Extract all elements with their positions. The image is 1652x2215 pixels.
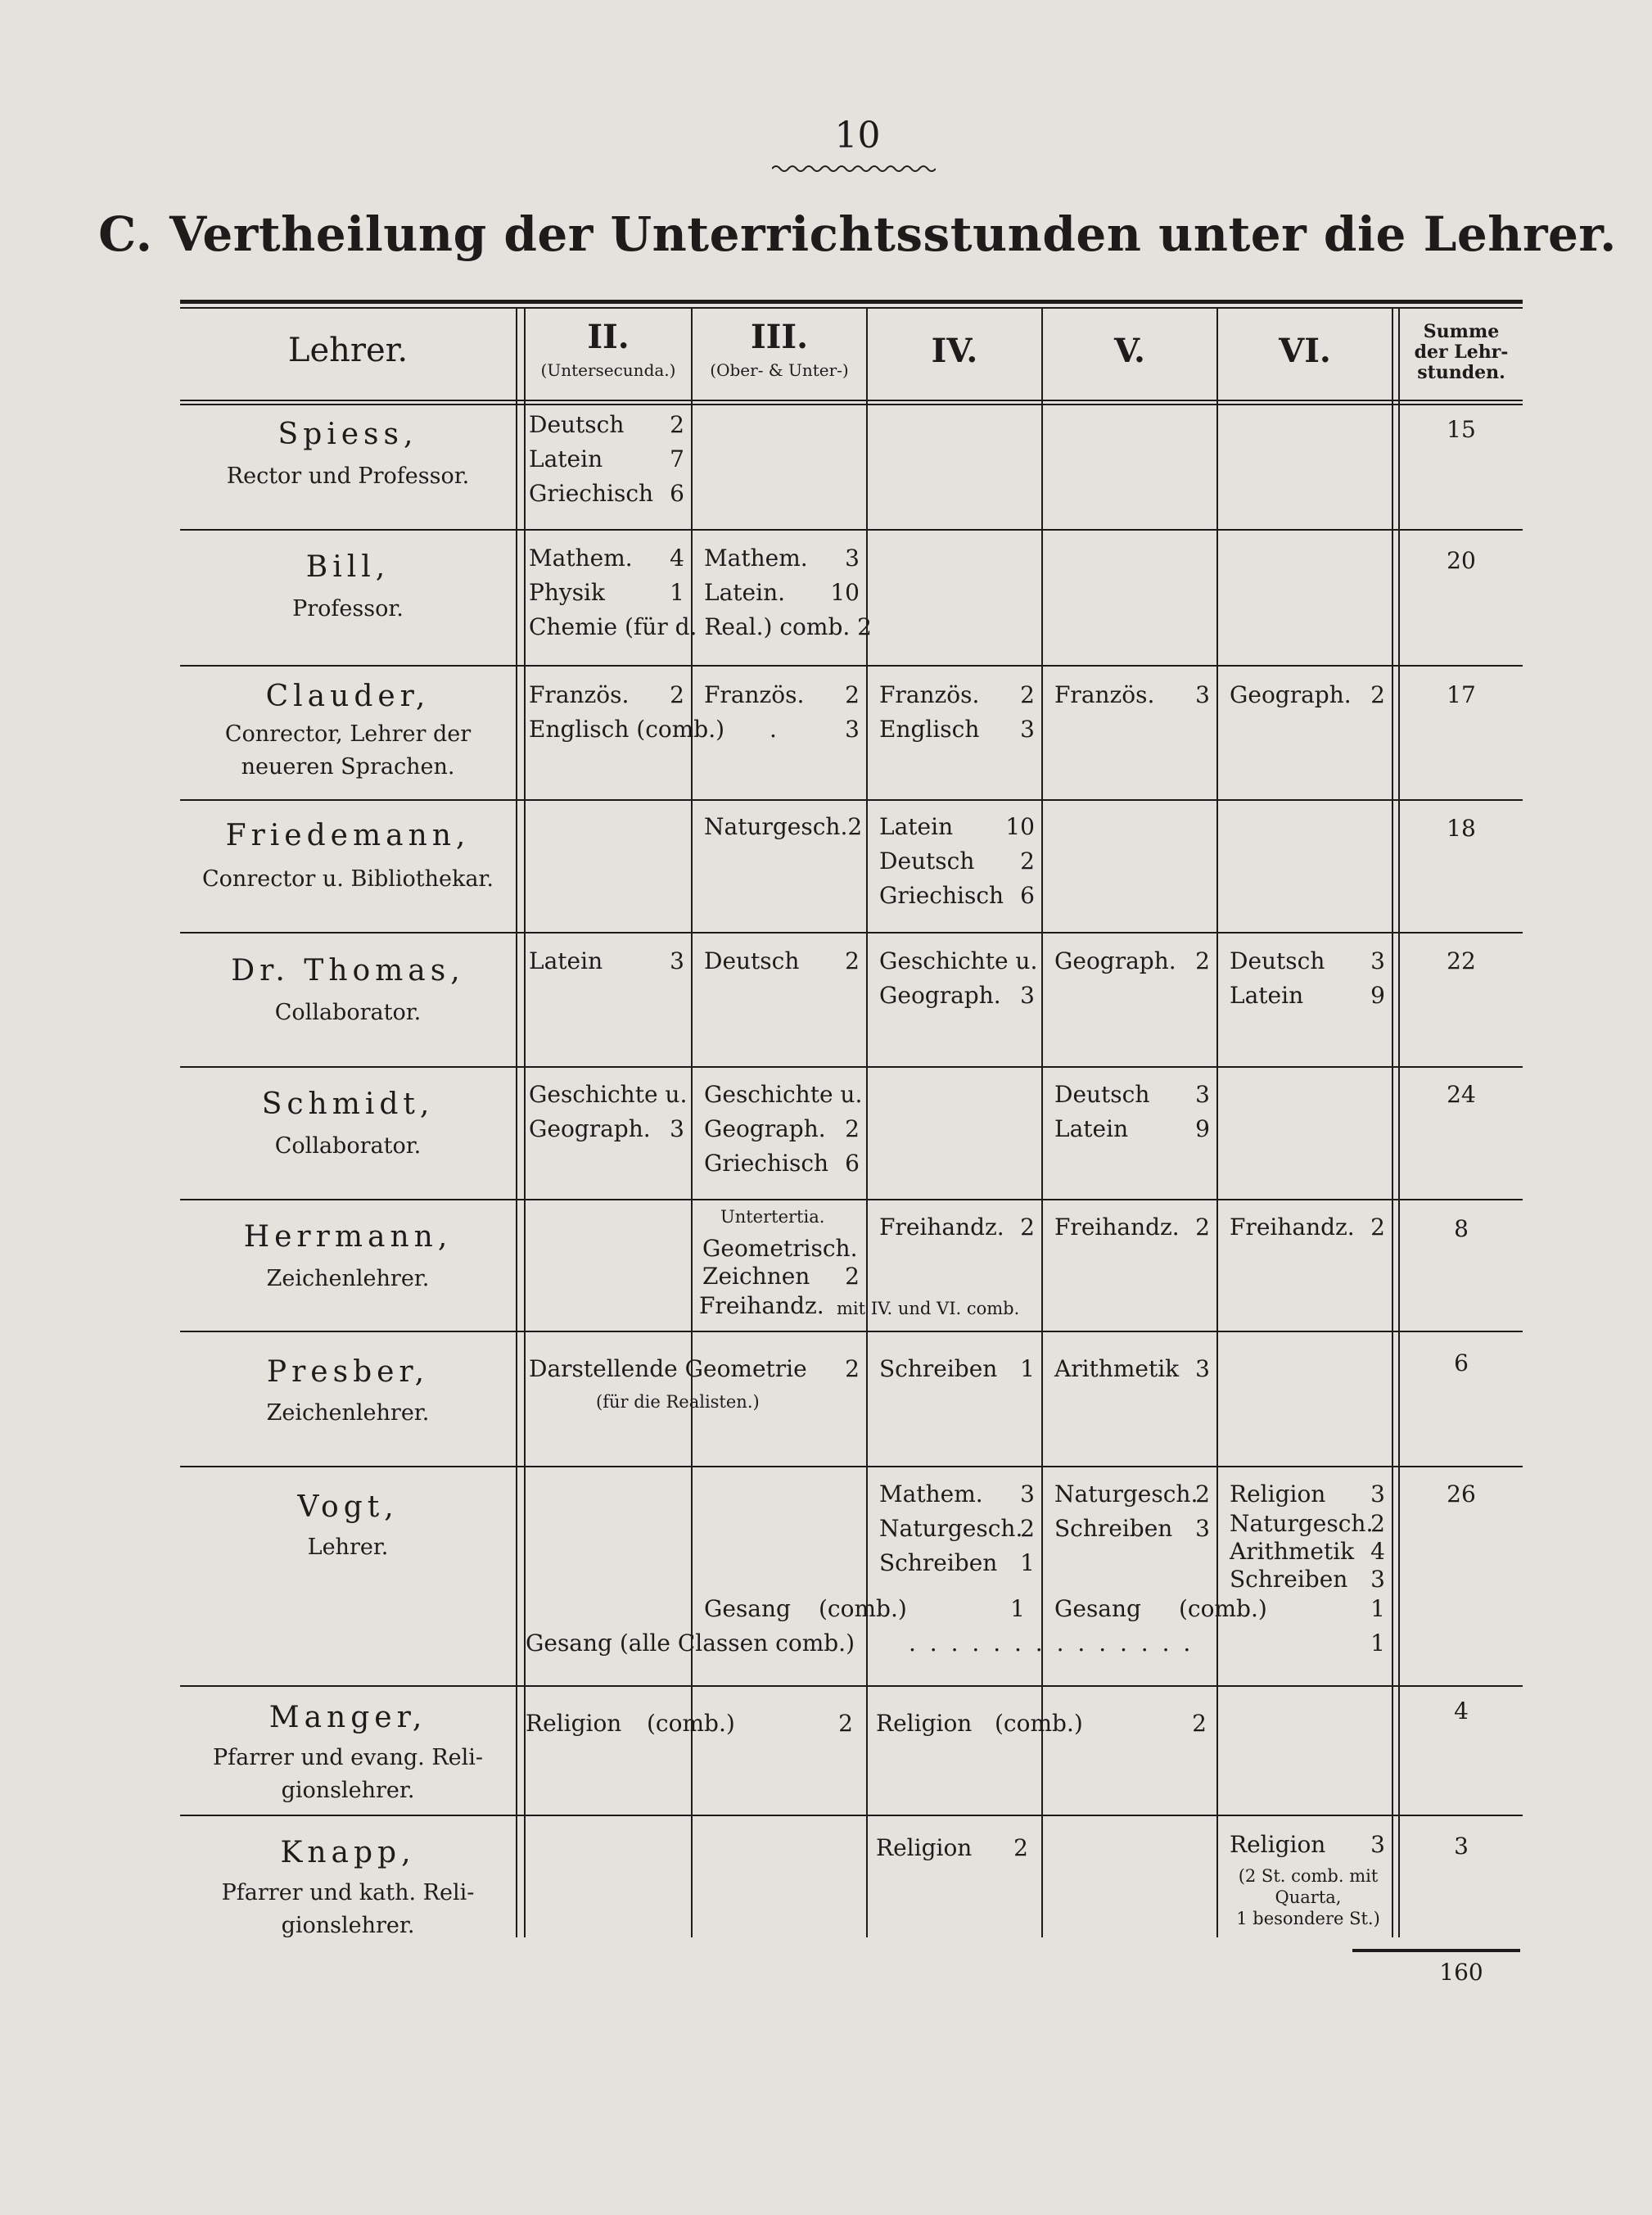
subject: Schreiben bbox=[1054, 1515, 1173, 1542]
page-title: C. Vertheilung der Unterrichtsstunden unter die Lehrer. bbox=[98, 206, 1617, 262]
teacher-role: Zeichenlehrer. bbox=[266, 1266, 430, 1291]
hours: 2 bbox=[838, 1710, 853, 1737]
subject-note: (für die Realisten.) bbox=[596, 1392, 760, 1412]
header-class-ii-sub: (Untersecunda.) bbox=[540, 360, 676, 380]
subject: Geograph. bbox=[704, 1115, 826, 1142]
teacher-name: Presber, bbox=[266, 1355, 430, 1389]
hours: 3 bbox=[845, 545, 860, 572]
total-hours: 3 bbox=[1454, 1833, 1469, 1860]
hours: 2 bbox=[845, 1355, 860, 1382]
teacher-role: Collaborator. bbox=[274, 1000, 422, 1025]
subject: Naturgesch. bbox=[1054, 1480, 1198, 1508]
hours: 1 bbox=[1010, 1595, 1025, 1622]
hours: 3 bbox=[1195, 1081, 1210, 1108]
hours: 1 bbox=[1020, 1355, 1035, 1382]
hours: 2 bbox=[1020, 1515, 1035, 1542]
subject: Freihandz. bbox=[699, 1292, 824, 1319]
subject: Französ. bbox=[704, 681, 805, 708]
teacher-name: Bill, bbox=[305, 550, 390, 584]
hours: 7 bbox=[670, 445, 684, 472]
subject: Geograph. bbox=[1054, 947, 1176, 974]
hours: 1 bbox=[1370, 1630, 1385, 1657]
hours: 3 bbox=[1020, 1480, 1035, 1508]
hours: 9 bbox=[1195, 1115, 1210, 1142]
hours: 2 bbox=[670, 411, 684, 438]
hours: 2 bbox=[1020, 681, 1035, 708]
subject: (comb.) bbox=[819, 1595, 907, 1622]
subject: Naturgesch. bbox=[1230, 1510, 1374, 1537]
header-class-iv: IV. bbox=[931, 332, 978, 370]
hours: 9 bbox=[1370, 982, 1385, 1009]
teacher-role: gionslehrer. bbox=[281, 1778, 415, 1803]
hours: 2 bbox=[1013, 1834, 1028, 1861]
subject: Arithmetik bbox=[1054, 1355, 1180, 1382]
page-number: 10 bbox=[834, 115, 881, 156]
hours: 4 bbox=[670, 545, 684, 572]
subject: Geometrisch. bbox=[702, 1235, 858, 1262]
teacher-role: Collaborator. bbox=[274, 1133, 422, 1159]
hours: 3 bbox=[1370, 1480, 1385, 1508]
header-class-iii-sub: (Ober- & Unter-) bbox=[710, 360, 849, 380]
hours: 10 bbox=[830, 579, 860, 606]
subject: Geschichte u. bbox=[879, 947, 1038, 974]
subject: Naturgesch.2 bbox=[704, 813, 863, 840]
subject: Gesang bbox=[704, 1595, 791, 1622]
subject: Freihandz. bbox=[1230, 1214, 1355, 1241]
hours: 2 bbox=[1195, 1480, 1210, 1508]
teacher-name: Spiess, bbox=[278, 418, 418, 451]
subject: Latein bbox=[529, 947, 603, 974]
teacher-role: Professor. bbox=[292, 596, 404, 622]
leader-dots: . bbox=[770, 716, 777, 743]
subject: Latein bbox=[529, 445, 603, 472]
subject-note: Untertertia. bbox=[720, 1207, 825, 1227]
total-hours: 6 bbox=[1454, 1349, 1469, 1376]
hours: 3 bbox=[1020, 982, 1035, 1009]
subject: Arithmetik bbox=[1230, 1538, 1355, 1565]
hours: 2 bbox=[845, 1115, 860, 1142]
teacher-role: Conrector u. Bibliothekar. bbox=[202, 866, 494, 892]
subject: Deutsch bbox=[529, 411, 625, 438]
hours: 4 bbox=[1370, 1538, 1385, 1565]
teacher-role: Lehrer. bbox=[307, 1535, 389, 1560]
hours: 3 bbox=[670, 1115, 684, 1142]
teacher-role: neueren Sprachen. bbox=[241, 754, 455, 780]
subject: Schreiben bbox=[879, 1549, 998, 1576]
hours: 3 bbox=[670, 947, 684, 974]
teacher-name: Knapp, bbox=[280, 1836, 416, 1869]
subject: Geograph. bbox=[529, 1115, 651, 1142]
subject: Mathem. bbox=[529, 545, 633, 572]
teacher-role: gionslehrer. bbox=[281, 1913, 415, 1938]
subject: Englisch bbox=[879, 716, 980, 743]
subject-note: (2 St. comb. mit Quarta, 1 besondere St.) bbox=[1236, 1866, 1380, 1928]
subject: Zeichnen bbox=[702, 1263, 810, 1290]
subject: Griechisch bbox=[529, 480, 654, 507]
hours: 3 bbox=[1195, 681, 1210, 708]
total-hours: 20 bbox=[1447, 547, 1476, 574]
header-lehrer: Lehrer. bbox=[287, 332, 408, 369]
total-hours: 15 bbox=[1447, 416, 1476, 443]
header-summe: Summe der Lehr- stunden. bbox=[1414, 321, 1509, 383]
hours: 3 bbox=[1195, 1515, 1210, 1542]
subject: Gesang bbox=[1054, 1595, 1141, 1622]
hours: 6 bbox=[1020, 882, 1035, 909]
subject: Freihandz. bbox=[879, 1214, 1004, 1241]
subject: Darstellende Geometrie bbox=[529, 1355, 807, 1382]
total-hours: 26 bbox=[1447, 1480, 1476, 1508]
header-class-iii: III. bbox=[750, 318, 809, 356]
teacher-name: Clauder, bbox=[265, 680, 431, 713]
hours: 2 bbox=[1195, 947, 1210, 974]
teacher-name: Friedemann, bbox=[225, 819, 471, 852]
subject: Deutsch bbox=[1054, 1081, 1150, 1108]
subject: Chemie (für d. Real.) comb. 2 bbox=[529, 613, 872, 640]
subject: Schreiben bbox=[1230, 1566, 1348, 1593]
hours: 2 bbox=[1370, 681, 1385, 708]
subject: Religion bbox=[526, 1710, 622, 1737]
total-hours: 4 bbox=[1454, 1697, 1469, 1725]
subject: Französ. bbox=[529, 681, 630, 708]
hours: 3 bbox=[845, 716, 860, 743]
subject: Mathem. bbox=[879, 1480, 983, 1508]
hours: 3 bbox=[1370, 1566, 1385, 1593]
hours: 6 bbox=[670, 480, 684, 507]
teacher-role: Zeichenlehrer. bbox=[266, 1400, 430, 1426]
subject: Griechisch bbox=[704, 1150, 829, 1177]
teacher-name: Vogt, bbox=[297, 1490, 399, 1524]
subject: Religion bbox=[1230, 1831, 1326, 1858]
hours: 2 bbox=[1370, 1214, 1385, 1241]
teacher-role: Pfarrer und kath. Reli- bbox=[221, 1880, 475, 1905]
total-hours: 24 bbox=[1447, 1081, 1476, 1108]
subject: Französ. bbox=[879, 681, 980, 708]
subject: Geograph. bbox=[879, 982, 1001, 1009]
hours: 2 bbox=[1370, 1510, 1385, 1537]
subject: Mathem. bbox=[704, 545, 808, 572]
ornamental-rule bbox=[772, 160, 936, 177]
hours: 10 bbox=[1005, 813, 1035, 840]
subject: (comb.) bbox=[1179, 1595, 1267, 1622]
header-class-vi: VI. bbox=[1279, 332, 1331, 370]
hours: 2 bbox=[845, 1263, 860, 1290]
hours: 2 bbox=[1020, 1214, 1035, 1241]
grand-total: 160 bbox=[1439, 1959, 1483, 1986]
subject: Latein bbox=[879, 813, 954, 840]
hours: 6 bbox=[845, 1150, 860, 1177]
subject: Geschichte u. bbox=[704, 1081, 863, 1108]
hours: 1 bbox=[1370, 1595, 1385, 1622]
total-hours: 17 bbox=[1447, 681, 1476, 708]
subject: Latein bbox=[1230, 982, 1304, 1009]
subject: Französ. bbox=[1054, 681, 1155, 708]
subject: Gesang (alle Classen comb.) bbox=[526, 1630, 855, 1657]
teacher-name: Herrmann, bbox=[243, 1220, 453, 1254]
subject: Naturgesch. bbox=[879, 1515, 1023, 1542]
subject: (comb.) bbox=[647, 1710, 735, 1737]
hours: 3 bbox=[1370, 1831, 1385, 1858]
hours: 3 bbox=[1370, 947, 1385, 974]
total-hours: 8 bbox=[1454, 1215, 1469, 1242]
header-class-v: V. bbox=[1114, 332, 1145, 370]
subject: Griechisch bbox=[879, 882, 1004, 909]
subject-note: mit IV. und VI. comb. bbox=[837, 1299, 1020, 1318]
teacher-name: Dr. Thomas, bbox=[231, 954, 465, 988]
hours: 3 bbox=[1020, 716, 1035, 743]
subject: Deutsch bbox=[704, 947, 800, 974]
subject: Deutsch bbox=[879, 848, 975, 875]
hours: 2 bbox=[845, 947, 860, 974]
subject: (comb.) bbox=[995, 1710, 1083, 1737]
subject: Schreiben bbox=[879, 1355, 998, 1382]
teacher-name: Schmidt, bbox=[261, 1087, 435, 1121]
teacher-role: Conrector, Lehrer der bbox=[224, 721, 472, 747]
subject: Freihandz. bbox=[1054, 1214, 1180, 1241]
subject: Latein. bbox=[704, 579, 785, 606]
hours: 1 bbox=[1020, 1549, 1035, 1576]
subject: Physik bbox=[529, 579, 605, 606]
subject: Religion bbox=[876, 1834, 973, 1861]
leader-dots: . . . . . . . . . . . . . . bbox=[909, 1630, 1194, 1657]
total-hours: 22 bbox=[1447, 947, 1476, 974]
hours: 2 bbox=[670, 681, 684, 708]
hours: 2 bbox=[1020, 848, 1035, 875]
subject: Deutsch bbox=[1230, 947, 1325, 974]
subject: Geschichte u. bbox=[529, 1081, 688, 1108]
hours: 3 bbox=[1195, 1355, 1210, 1382]
subject: Religion bbox=[1230, 1480, 1326, 1508]
subject: Geograph. bbox=[1230, 681, 1352, 708]
teacher-role: Rector und Professor. bbox=[226, 463, 470, 489]
teacher-role: Pfarrer und evang. Reli- bbox=[212, 1745, 484, 1770]
hours: 2 bbox=[1195, 1214, 1210, 1241]
header-class-ii: II. bbox=[587, 318, 630, 356]
subject: Religion bbox=[876, 1710, 973, 1737]
subject: Latein bbox=[1054, 1115, 1129, 1142]
hours: 2 bbox=[845, 681, 860, 708]
teacher-name: Manger, bbox=[269, 1701, 427, 1734]
hours: 1 bbox=[670, 579, 684, 606]
hours: 2 bbox=[1192, 1710, 1207, 1737]
total-hours: 18 bbox=[1447, 815, 1476, 842]
subject: Englisch (comb.) bbox=[529, 716, 725, 743]
